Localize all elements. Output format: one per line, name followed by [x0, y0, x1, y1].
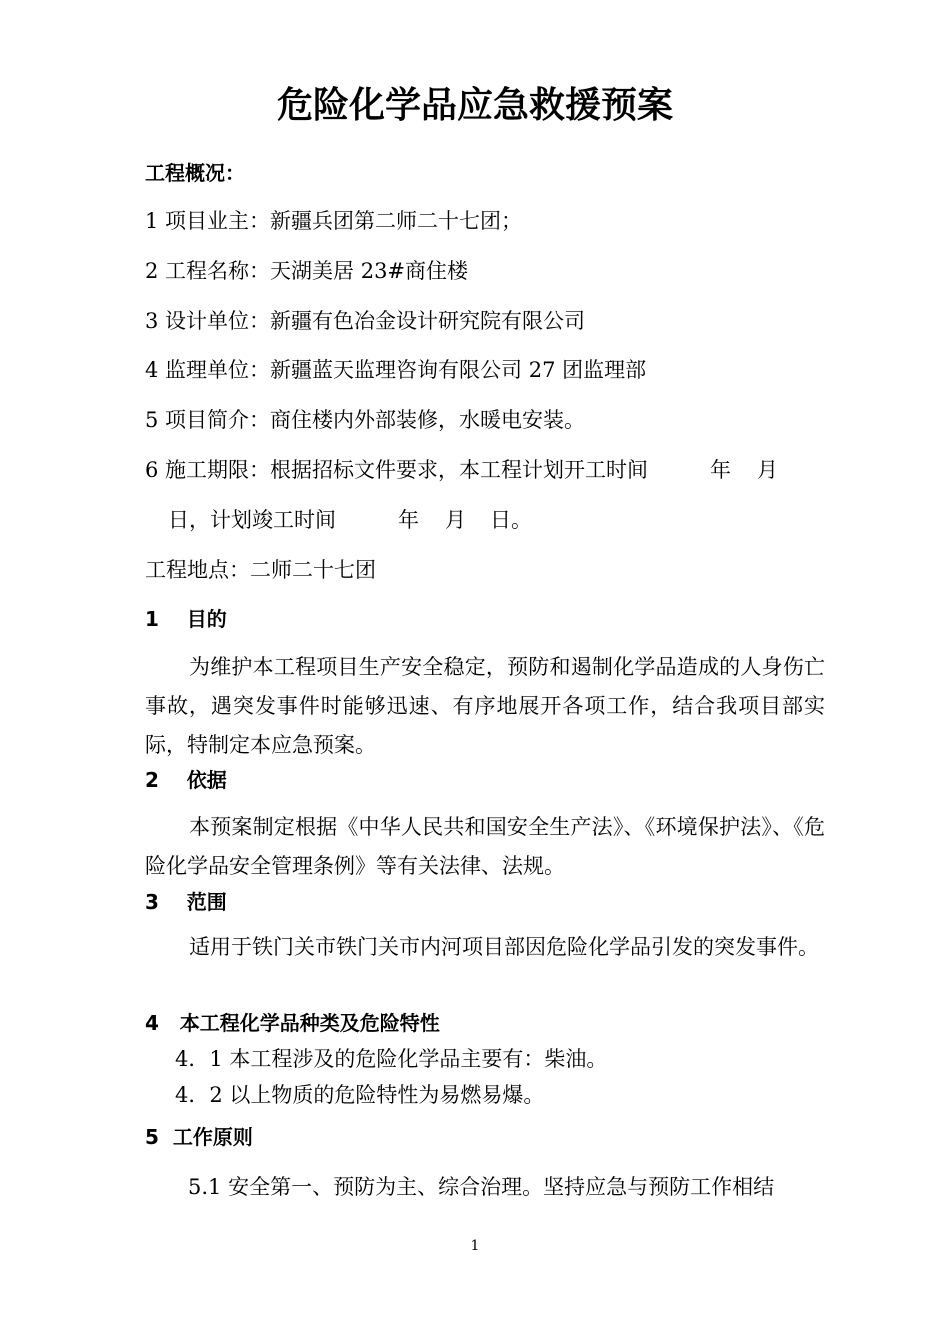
overview-item-3: 3 设计单位：新疆有色冶金设计研究院有限公司 — [145, 309, 586, 333]
project-location: 工程地点：二师二十七团 — [145, 558, 376, 582]
start-year-label: 年 — [710, 458, 732, 482]
section-3-text: 适用于铁门关市铁门关市内河项目部因危险化学品引发的突发事件。 — [189, 935, 819, 959]
overview-item-4: 4 监理单位：新疆蓝天监理咨询有限公司 27 团监理部 — [145, 358, 647, 382]
page-number: 1 — [470, 1238, 480, 1254]
section-4-1: 4．1 本工程涉及的危险化学品主要有：柴油。 — [175, 1047, 608, 1071]
overview-heading: 工程概况： — [145, 161, 245, 185]
section-1-text: 为维护本工程项目生产安全稳定，预防和遏制化学品造成的人身伤亡事故，遇突发事件时能够迅速、有序地展开各项工作，结合我项目部实际，特制定本应急预案。 — [145, 655, 825, 757]
overview-item-1: 1 项目业主：新疆兵团第二师二十七团； — [145, 209, 523, 233]
schedule-text: 6 施工期限：根据招标文件要求，本工程计划开工时间 — [145, 458, 649, 482]
overview-item-5: 5 项目简介：商住楼内外部装修，水暖电安装。 — [145, 408, 586, 432]
end-day-label: 日。 — [490, 508, 532, 532]
section-4-2: 4．2 以上物质的危险特性为易燃易爆。 — [175, 1083, 545, 1107]
overview-item-2: 2 工程名称：天湖美居 23#商住楼 — [145, 259, 469, 283]
section-5-1: 5.1 安全第一、预防为主、综合治理。坚持应急与预防工作相结 — [188, 1175, 775, 1199]
overview-item-6-line1 — [145, 455, 825, 485]
start-month-label: 月 — [757, 458, 779, 482]
section-4-heading: 4 本工程化学品种类及危险特性 — [145, 1011, 440, 1035]
overview-item-6-line2 — [168, 505, 848, 535]
completion-text: 日，计划竣工时间 — [168, 508, 336, 532]
end-month-label: 月 — [445, 508, 466, 532]
section-2-heading: 2 依据 — [145, 768, 227, 792]
document-title: 危险化学品应急救援预案 — [276, 85, 673, 126]
section-2-text: 本预案制定根据《中华人民共和国安全生产法》、《环境保护法》、《危险化学品安全管理条例》等有关法律、法规。 — [145, 815, 825, 878]
section-5-heading: 5 工作原则 — [145, 1125, 253, 1149]
end-year-label: 年 — [398, 508, 419, 532]
section-3-heading: 3 范围 — [145, 890, 227, 914]
section-1-heading: 1 目的 — [145, 607, 227, 631]
